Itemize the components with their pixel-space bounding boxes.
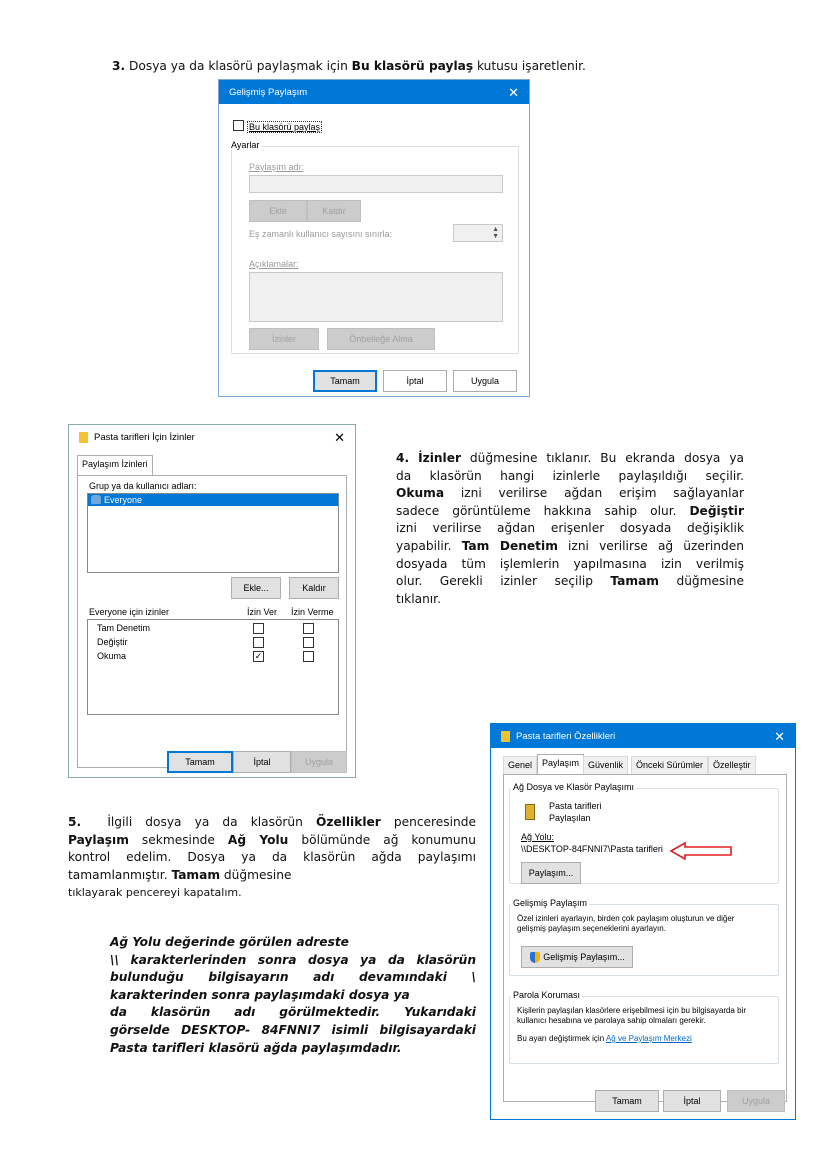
folder-icon bbox=[501, 731, 510, 742]
perm-name: Değiştir bbox=[97, 637, 128, 647]
folder-status: Paylaşılan bbox=[549, 813, 591, 823]
ok-button[interactable]: Tamam bbox=[595, 1090, 659, 1112]
properties-titlebar bbox=[491, 724, 795, 748]
shared-folder-icon bbox=[525, 804, 535, 820]
cancel-button[interactable]: İptal bbox=[233, 751, 291, 773]
tab-share-permissions[interactable]: Paylaşım İzinleri bbox=[77, 455, 153, 475]
perms-for-label: Everyone için izinler bbox=[89, 607, 170, 617]
permissions-button[interactable]: İzinler bbox=[249, 328, 319, 350]
network-path-value: \\DESKTOP-84FNNI7\Pasta tarifleri bbox=[521, 844, 663, 854]
advanced-sharing-group-label: Gelişmiş Paylaşım bbox=[513, 898, 588, 908]
properties-title: Pasta tarifleri Özellikleri bbox=[516, 730, 616, 742]
settings-group-label: Ayarlar bbox=[231, 140, 260, 150]
red-arrow-icon bbox=[669, 841, 733, 861]
tab-sharing[interactable]: Paylaşım bbox=[537, 754, 584, 774]
step5-paragraph: 5. İlgili dosya ya da klasörün Özellikler penceresinde Paylaşım sekmesinde Ağ Yolu bölümünde ağ konumunu kontrol edelim. Dosya ya da klasörün ağda paylaşımı tamamlanmıştır. Tamam düğmesine tıklayarak pencereyi kapatalım. bbox=[68, 815, 477, 900]
permissions-list bbox=[87, 619, 339, 715]
group-users-label: Grup ya da kullanıcı adları: bbox=[89, 481, 197, 491]
close-icon[interactable]: ✕ bbox=[508, 84, 519, 100]
user-limit-label: Eş zamanlı kullanıcı sayısını sınırla: bbox=[249, 229, 393, 239]
deny-header: İzin Verme bbox=[291, 607, 334, 617]
step3-paragraph: 3. Dosya ya da klasörü paylaşmak için Bu klasörü paylaş kutusu işaretlenir. bbox=[112, 59, 586, 73]
allow-header: İzin Ver bbox=[247, 607, 278, 617]
password-desc-1: Kişilerin paylaşılan klasörlere erişebilmesi için bu bilgisayarda bir bbox=[517, 1006, 746, 1015]
perm-allow-checkbox-checked[interactable]: ✓ bbox=[254, 651, 263, 661]
properties-dialog bbox=[490, 723, 796, 1120]
share-folder-label[interactable]: Bu klasörü paylaş bbox=[249, 122, 321, 132]
password-group-label: Parola Koruması bbox=[513, 990, 581, 1000]
share-folder-checkbox[interactable] bbox=[233, 120, 244, 131]
perm-deny-checkbox[interactable] bbox=[303, 651, 314, 662]
apply-button[interactable]: Uygula bbox=[291, 751, 347, 773]
folder-name: Pasta tarifleri bbox=[549, 801, 602, 811]
password-desc-2: kullanıcı hesabına ve parolaya sahip olmaları gerekir. bbox=[517, 1016, 706, 1025]
comments-textarea[interactable] bbox=[249, 272, 503, 322]
comments-label: Açıklamalar: bbox=[249, 259, 299, 269]
users-icon bbox=[91, 495, 101, 504]
add-button[interactable]: Ekle... bbox=[231, 577, 281, 599]
add-button[interactable]: Ekle bbox=[249, 200, 307, 222]
close-icon[interactable]: ✕ bbox=[774, 728, 785, 744]
advanced-sharing-title: Gelişmiş Paylaşım bbox=[229, 86, 308, 98]
tab-strip bbox=[77, 457, 347, 477]
step4-paragraph: 4. İzinler düğmesine tıklanır. Bu ekranda dosya ya da klasörün hangi izinlerle paylaşıldığı seçilir. Okuma izni verilirse ağdan erişim sağlayanlar sadece görüntüleme hakkına sahip olur. Değiştir izni verilirse ağdan erişenler dosyada değişiklik yapabilir. Tam Denetim izni verilirse ağ üzerinden dosyada tüm işlemlerin yapılmasına izin verilmiş olur. Gerekli izinler seçilip Tamam düğmesine tıklanır. bbox=[396, 451, 744, 606]
folder-icon bbox=[79, 432, 88, 443]
user-row-everyone[interactable]: Everyone bbox=[88, 494, 338, 506]
remove-button[interactable]: Kaldır bbox=[307, 200, 361, 222]
permissions-title: Pasta tarifleri İçin İzinler bbox=[94, 431, 195, 443]
advanced-sharing-button[interactable]: Gelişmiş Paylaşım... bbox=[521, 946, 633, 968]
network-path-note: Ağ Yolu değerinde görülen adreste \\ karakterlerinden sonra dosya ya da klasörün bulunduğu bilgisayarın adı devamındaki \ karakterinden sonra paylaşımdaki dosya ya da klasörün adı görülmektedir. Yukarıdaki görselde DESKTOP- 84FNNI7 isimli bilgisayardaki Pasta tarifleri klasörü ağda paylaşımdadır. bbox=[110, 935, 476, 1055]
network-sharing-group-label: Ağ Dosya ve Klasör Paylaşımı bbox=[513, 782, 635, 792]
advanced-sharing-dialog bbox=[218, 79, 530, 397]
tab-previous-versions[interactable]: Önceki Sürümler bbox=[631, 756, 708, 774]
tab-general[interactable]: Genel bbox=[503, 756, 537, 774]
step3-bold: Bu klasörü paylaş bbox=[351, 59, 474, 73]
perm-name: Okuma bbox=[97, 651, 127, 661]
tab-security[interactable]: Güvenlik bbox=[583, 756, 628, 774]
share-name-label: Paylaşım adı: bbox=[249, 162, 304, 172]
permissions-dialog bbox=[68, 424, 356, 778]
perm-allow-checkbox[interactable] bbox=[253, 637, 264, 648]
share-button[interactable]: Paylaşım... bbox=[521, 862, 581, 884]
caching-button[interactable]: Önbelleğe Alma bbox=[327, 328, 435, 350]
tab-strip bbox=[503, 756, 787, 776]
remove-button[interactable]: Kaldır bbox=[289, 577, 339, 599]
users-listbox[interactable] bbox=[87, 493, 339, 573]
perm-deny-checkbox[interactable] bbox=[303, 623, 314, 634]
ok-button[interactable]: Tamam bbox=[167, 751, 233, 773]
network-center-link[interactable]: Ağ ve Paylaşım Merkezi bbox=[605, 1034, 692, 1043]
user-limit-spinner[interactable] bbox=[453, 224, 503, 242]
share-name-input[interactable] bbox=[249, 175, 503, 193]
step5-number: 5. bbox=[68, 815, 82, 829]
close-icon[interactable]: ✕ bbox=[334, 429, 345, 445]
advanced-sharing-desc-2: gelişmiş paylaşım seçeneklerini ayarlayın. bbox=[517, 924, 666, 933]
apply-button[interactable]: Uygula bbox=[453, 370, 517, 392]
network-path-label: Ağ Yolu: bbox=[521, 832, 555, 842]
advanced-sharing-desc-1: Özel izinleri ayarlayın, birden çok paylaşım oluşturun ve diğer bbox=[517, 914, 735, 923]
cancel-button[interactable]: İptal bbox=[383, 370, 447, 392]
ok-button[interactable]: Tamam bbox=[313, 370, 377, 392]
apply-button[interactable]: Uygula bbox=[727, 1090, 785, 1112]
password-change-text: Bu ayarı değiştirmek için Ağ ve Paylaşım Merkezi bbox=[517, 1034, 692, 1043]
perm-name: Tam Denetim bbox=[97, 623, 151, 633]
step4-number: 4. bbox=[396, 451, 410, 465]
permissions-titlebar bbox=[69, 425, 355, 449]
advanced-sharing-titlebar bbox=[219, 80, 529, 104]
perm-deny-checkbox[interactable] bbox=[303, 637, 314, 648]
tab-customize[interactable]: Özelleştir bbox=[708, 756, 756, 774]
shield-icon bbox=[530, 952, 540, 963]
step3-number: 3. bbox=[112, 59, 126, 73]
cancel-button[interactable]: İptal bbox=[663, 1090, 721, 1112]
perm-allow-checkbox[interactable] bbox=[253, 623, 264, 634]
spinner-arrows-icon[interactable]: ▲ ▼ bbox=[492, 226, 499, 240]
